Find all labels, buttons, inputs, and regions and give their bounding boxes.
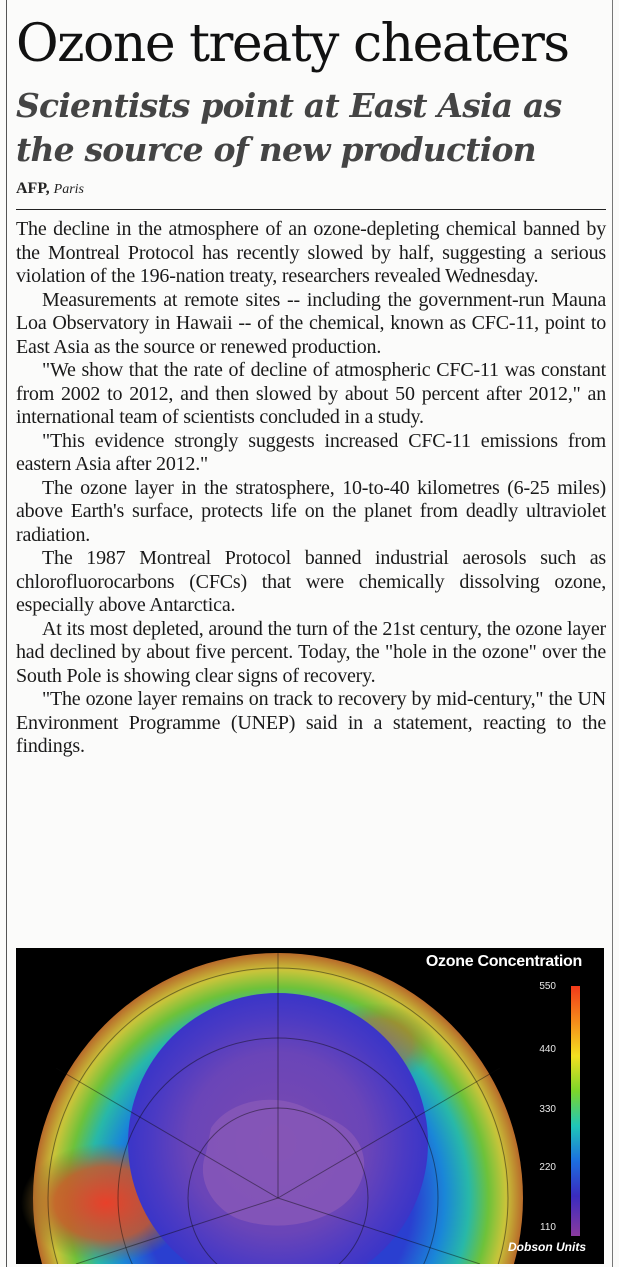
ozone-globe-image xyxy=(16,948,604,1264)
ozone-map-figure xyxy=(16,948,604,1264)
scale-tick: 110 xyxy=(540,1222,556,1233)
column-rule-right xyxy=(612,0,613,1267)
units-label: Dobson Units xyxy=(508,1240,586,1254)
scale-tick: 220 xyxy=(539,1162,556,1173)
paragraph: Measurements at remote sites -- including the government-run Mauna Loa Observatory in Hawaii -- of the chemical, known as CFC-11, point to East Asia as the source or renewed production. xyxy=(16,288,606,358)
scale-tick: 550 xyxy=(539,981,556,992)
byline xyxy=(16,180,84,198)
headline: Ozone treaty cheaters xyxy=(16,14,569,74)
article-body xyxy=(16,218,606,759)
paragraph: "We show that the rate of decline of atmospheric CFC-11 was constant from 2002 to 2012, and then slowed by about 50 percent after 2012," an international team of scientists concluded in a study. xyxy=(16,359,606,428)
byline-agency: AFP, xyxy=(16,180,50,197)
paragraph: The 1987 Montreal Protocol banned industrial aerosols such as chlorofluorocarbons (CFCs) that were chemically dissolving ozone, especially above Antarctica. xyxy=(16,547,606,616)
column-rule-left xyxy=(6,0,7,1267)
scale-tick: 330 xyxy=(539,1104,556,1115)
scale-tick: 440 xyxy=(539,1044,556,1055)
byline-divider xyxy=(16,209,606,210)
paragraph: The ozone layer in the stratosphere, 10-to-40 kilometres (6-25 miles) above Earth's surface, protects life on the planet from deadly ultraviolet radiation. xyxy=(16,476,606,546)
byline-city: Paris xyxy=(53,182,84,197)
color-scale-bar xyxy=(571,986,580,1236)
paragraph: The decline in the atmosphere of an ozone-depleting chemical banned by the Montreal Protocol has recently slowed by half, suggesting a serious violation of the 196-nation treaty, researchers revealed Wednesday. xyxy=(16,218,606,287)
paragraph: "This evidence strongly suggests increased CFC-11 emissions from eastern Asia after 2012." xyxy=(16,429,606,475)
paragraph: At its most depleted, around the turn of the 21st century, the ozone layer had declined by about five percent. Today, the "hole in the ozone" over the South Pole is showing clear signs of recovery. xyxy=(16,617,606,687)
paragraph: "The ozone layer remains on track to recovery by mid-century," the UN Environment Programme (UNEP) said in a statement, reacting to the findings. xyxy=(16,688,606,757)
subheadline: Scientists point at East Asia as the source of new production xyxy=(16,86,562,169)
legend-title: Ozone Concentration xyxy=(425,953,582,970)
